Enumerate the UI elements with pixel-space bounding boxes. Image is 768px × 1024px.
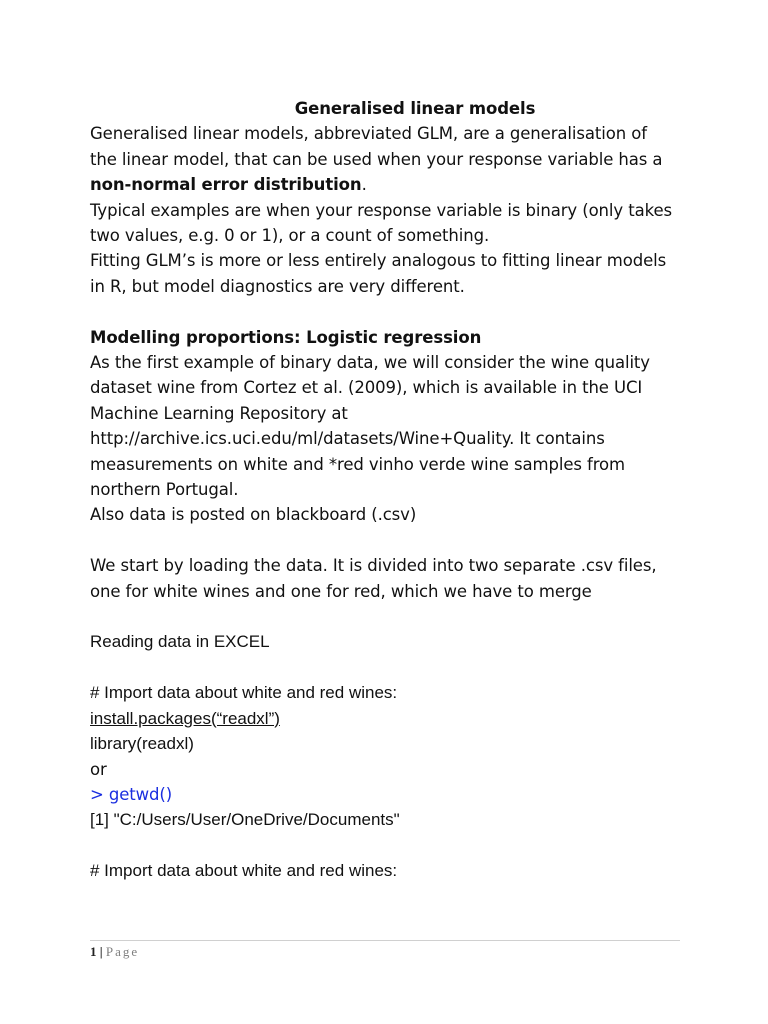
code-getwd: > getwd() [90,784,173,804]
spacer [90,833,710,858]
dataset-url: http://archive.ics.uci.edu/ml/datasets/Wine+Quality. It contains [90,429,605,449]
reading-data-line: Reading data in EXCEL [90,632,270,652]
document-body [90,96,710,884]
paragraph-line: Also data is posted on blackboard (.csv) [90,505,417,525]
paragraph-line: the linear model, that can be used when your response variable has a [90,149,663,169]
paragraph-line: in R, but model diagnostics are very different. [90,276,465,296]
paragraph-line: northern Portugal. [90,480,239,500]
paragraph-line: dataset wine from Cortez et al. (2009), which is available in the UCI [90,378,643,398]
code-comment: # Import data about white and red wines: [90,861,398,881]
paragraph-line: Generalised linear models, abbreviated GLM, are a generalisation of [90,124,647,144]
paragraph-line: As the first example of binary data, we will consider the wine quality [90,353,650,373]
paragraph-line: one for white wines and one for red, which we have to merge [90,581,592,601]
bold-term: non-normal error distribution [90,175,362,195]
spacer [90,604,710,629]
page-label: Page [105,944,140,959]
footer-divider [90,940,680,941]
spacer [90,299,710,324]
page-title: Generalised linear models [294,99,536,118]
spacer [90,528,710,553]
paragraph-line: Typical examples are when your response variable is binary (only takes [90,200,673,220]
footer-separator: | [96,944,106,959]
code-install-packages: install.packages(“readxl”) [90,708,280,728]
paragraph-line: measurements on white and *red vinho verde wine samples from [90,454,626,474]
spacer [90,655,710,680]
code-or: or [90,759,107,779]
paragraph-line [90,172,710,197]
page-number: 1 [90,944,97,959]
paragraph-line: Machine Learning Repository at [90,403,348,423]
code-library: library(readxl) [90,734,194,754]
paragraph-line: two values, e.g. 0 or 1), or a count of something. [90,226,490,246]
section-heading: Modelling proportions: Logistic regression [90,327,482,347]
code-comment: # Import data about white and red wines: [90,683,398,703]
page-footer [90,944,139,960]
paragraph-line: We start by loading the data. It is divided into two separate .csv files, [90,556,657,576]
paragraph-text: . [361,175,367,195]
paragraph-line: Fitting GLM’s is more or less entirely analogous to fitting linear models [90,251,667,271]
code-output: [1] "C:/Users/User/OneDrive/Documents" [90,810,400,830]
